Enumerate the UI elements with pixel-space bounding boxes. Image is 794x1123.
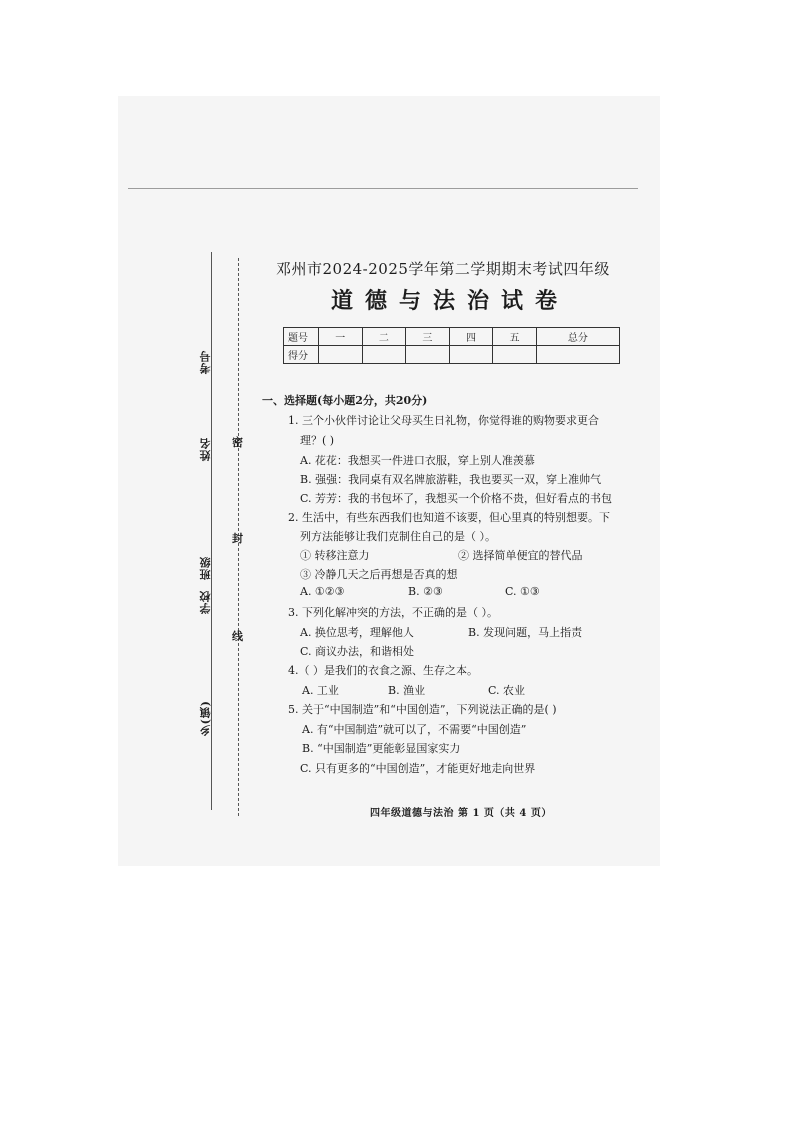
seal-feng: 封 [232, 532, 243, 545]
question-1-option-c: C. 芳芳：我的书包坏了，我想买一个价格不贵，但好看点的书包 [300, 492, 613, 505]
score-table-header-row [284, 328, 620, 346]
question-4-option-c: C. 农业 [488, 684, 526, 697]
score-cell-header: 一 [319, 328, 363, 346]
score-cell-label: 得分 [284, 346, 319, 364]
score-table [283, 327, 620, 364]
name-label: 姓名 [199, 437, 212, 461]
score-cell-empty[interactable] [406, 346, 450, 364]
question-2-option-c: C. ①③ [505, 585, 540, 598]
subject-title: 道德与法治试卷 [330, 288, 569, 314]
question-1-option-a: A. 花花：我想买一件进口衣服，穿上别人准羡慕 [300, 454, 535, 467]
town-label: 乡(镇) [199, 700, 212, 737]
class-label: 班级 [199, 556, 212, 580]
question-3-stem: 3. 下列化解冲突的方法，不正确的是（ ）。 [288, 606, 498, 619]
question-2-stem-cont: 列方法能够让我们克制住自己的是（ ）。 [300, 530, 496, 543]
exam-title: 邓州市2024-2025学年第二学期期末考试四年级 [276, 260, 610, 278]
question-2-item-3: ③ 冷静几天之后再想是否真的想 [300, 568, 458, 581]
question-3-option-c: C. 商议办法，和谐相处 [300, 645, 415, 658]
question-2-item-1: ① 转移注意力 [300, 549, 370, 562]
score-cell-header: 五 [493, 328, 537, 346]
score-cell-header: 四 [449, 328, 493, 346]
question-2-option-b: B. ②③ [408, 585, 443, 598]
exam-number-label: 考号 [199, 350, 212, 374]
question-3-option-a: A. 换位思考，理解他人 [300, 626, 414, 639]
page-footer: 四年级道德与法治 第 1 页（共 4 页） [370, 808, 552, 819]
seal-xian: 线 [232, 630, 243, 643]
question-1-option-b: B. 强强：我同桌有双名牌旅游鞋，我也要买一双，穿上准帅气 [300, 473, 602, 486]
question-1-stem-cont: 理？( ) [300, 434, 335, 447]
question-5-option-c: C. 只有更多的“中国创造”，才能更好地走向世界 [300, 762, 536, 775]
question-4-option-a: A. 工业 [302, 684, 339, 697]
score-cell-empty[interactable] [536, 346, 619, 364]
question-2-option-a: A. ①②③ [300, 585, 345, 598]
question-3-option-b: B. 发现问题，马上指责 [468, 626, 583, 639]
top-rule [128, 188, 638, 189]
score-cell-header: 总分 [536, 328, 619, 346]
score-cell-label: 题号 [284, 328, 319, 346]
question-2-stem: 2. 生活中，有些东西我们也知道不该要，但心里真的特别想要。下 [288, 511, 610, 524]
section-title: 一、选择题(每小题2分，共20分) [262, 394, 428, 407]
question-1-stem: 1. 三个小伙伴讨论让父母买生日礼物，你觉得谁的购物要求更合 [288, 414, 599, 427]
seal-mi: 密 [232, 436, 243, 449]
score-cell-header: 三 [406, 328, 450, 346]
question-5-option-b: B. “中国制造”更能彰显国家实力 [302, 742, 461, 755]
school-label: 学校 [199, 590, 212, 614]
score-cell-empty[interactable] [493, 346, 537, 364]
score-cell-header: 二 [362, 328, 406, 346]
question-4-stem: 4.（ ）是我们的衣食之源、生存之本。 [288, 664, 478, 677]
question-4-option-b: B. 渔业 [388, 684, 426, 697]
score-cell-empty[interactable] [449, 346, 493, 364]
score-cell-empty[interactable] [362, 346, 406, 364]
score-table-score-row [284, 346, 620, 364]
question-5-option-a: A. 有“中国制造”就可以了，不需要“中国创造” [302, 723, 527, 736]
question-2-item-2: ② 选择简单便宜的替代品 [458, 549, 583, 562]
question-5-stem: 5. 关于“中国制造”和“中国创造”，下列说法正确的是( ) [288, 703, 557, 716]
score-cell-empty[interactable] [319, 346, 363, 364]
